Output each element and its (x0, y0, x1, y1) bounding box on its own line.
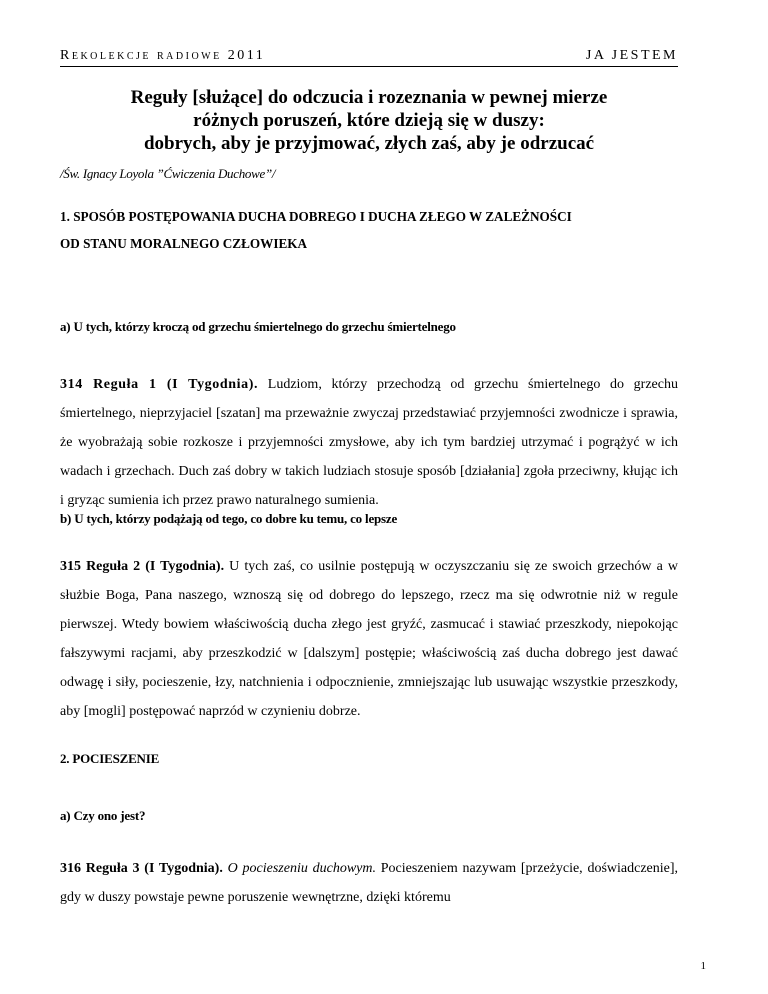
title-line-2: różnych poruszeń, które dzieją się w duszy: (193, 110, 545, 131)
section-1-subheading-a: a) U tych, którzy kroczą od grzechu śmiertelnego do grzechu śmiertelnego (60, 319, 456, 334)
paragraph-316-label: 316 Reguła 3 (I Tygodnia). (60, 861, 223, 876)
paragraph-316 (60, 854, 678, 912)
section-1-subheading-b: b) U tych, którzy podążają od tego, co dobre ku temu, co lepsze (60, 511, 398, 526)
paragraph-314-text: Ludziom, którzy przechodzą od grzechu śmiertelnego do grzechu śmiertelnego, nieprzyjaciel [szatan] ma przeważnie zwyczaj przedstawiać przyjemności zwodnicze i sprawia, że wyobrażają sobie rozkosze i przyjemności zmysłowe, aby ich tym bardziej utrzymać i pogrążyć w ich wadach i grzechach. Duch zaś dobry w takich ludziach stosuje sposób [działania] zgoła przeciwny, kłując ich i gryząc sumienia ich przez prawo naturalnego sumienia. (60, 377, 678, 508)
section-2-heading: 2. POCIESZENIE (60, 751, 160, 766)
paragraph-315-text: U tych zaś, co usilnie postępują w oczyszczaniu się ze swoich grzechów a w służbie Boga, Pana naszego, wznoszą się od dobrego do lepszego, rzecz ma się odwrotnie niż w regule pierwszej. Wtedy bowiem właściwością ducha złego jest gryźć, zasmucać i stawiać przeszkody, niepokojąc fałszywymi racjami, aby przeszkodzić w [dalszym] postępie; właściwością zaś ducha dobrego jest dawać odwagę i siły, pocieszenie, łzy, natchnienia i odpocznienie, zmniejszając lub usuwając wszystkie przeszkody, aby [mogli] postępować naprzód w czynieniu dobrze. (60, 559, 679, 719)
source-citation: /Św. Ignacy Loyola ”Ćwiczenia Duchowe”/ (60, 166, 276, 181)
paragraph-316-text: Pocieszeniem nazywam [przeżycie, doświadczenie], gdy w duszy powstaje pewne poruszenie wewnętrzne, dzięki któremu (60, 861, 679, 905)
section-2-subheading-a: a) Czy ono jest? (60, 808, 146, 823)
paragraph-315 (60, 552, 678, 726)
section-1-heading-line-1: 1. SPOSÓB POSTĘPOWANIA DUCHA DOBREGO I DUCHA ZŁEGO W ZALEŻNOŚCI (60, 209, 572, 224)
document-title (60, 86, 678, 155)
paragraph-314 (60, 370, 678, 515)
running-header (60, 38, 678, 67)
title-line-3: dobrych, aby je przyjmować, złych zaś, aby je odrzucać (143, 133, 595, 154)
section-1-heading (60, 203, 678, 257)
paragraph-316-italic: O pocieszeniu duchowym. (227, 861, 376, 876)
section-1-heading-line-2: OD STANU MORALNEGO CZŁOWIEKA (60, 236, 308, 251)
title-line-1: Reguły [służące] do odczucia i rozeznania w pewnej mierze (130, 87, 608, 108)
header-right: JA JESTEM (585, 48, 678, 63)
page-number: 1 (700, 960, 706, 972)
header-left: Rekolekcje radiowe 2011 (60, 48, 266, 63)
paragraph-314-label: 314 Reguła 1 (I Tygodnia). (60, 377, 259, 392)
paragraph-315-label: 315 Reguła 2 (I Tygodnia). (60, 559, 225, 574)
